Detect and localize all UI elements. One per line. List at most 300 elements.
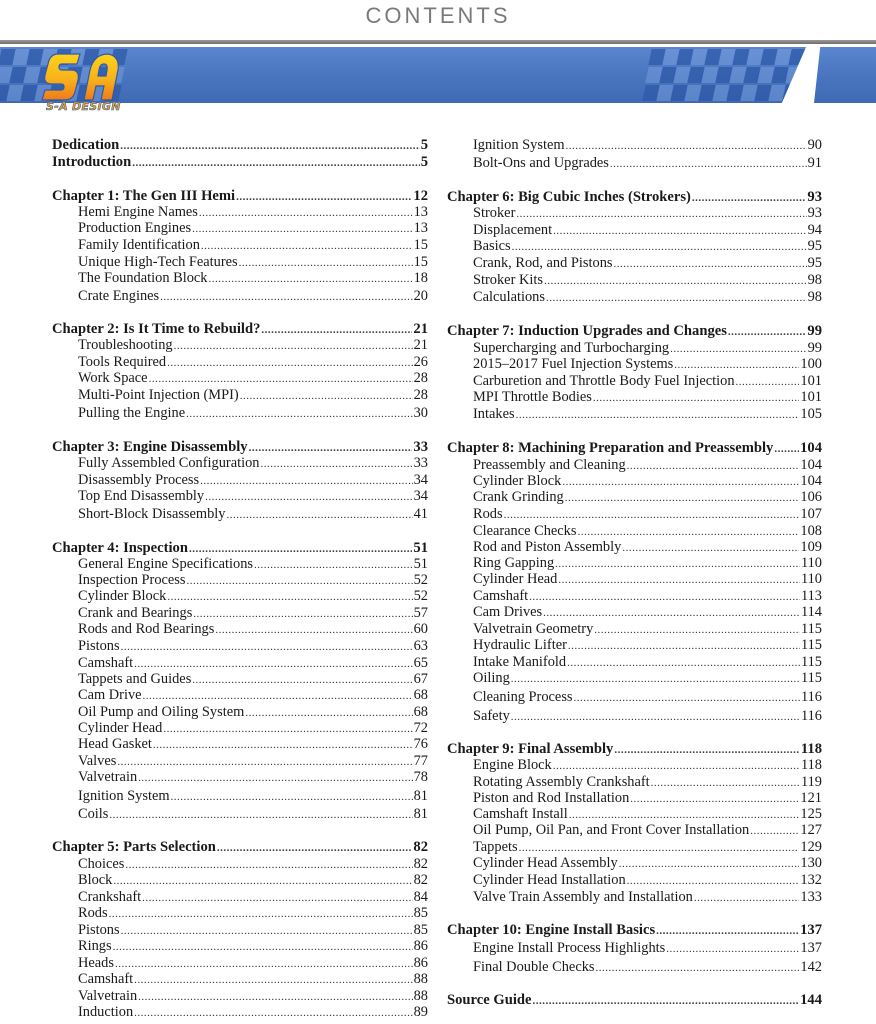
toc-page-number: 41 [413, 506, 428, 522]
toc-entry-title: Head Gasket [78, 736, 152, 752]
toc-section-entry [78, 1004, 428, 1022]
toc-entry-title: Chapter 7: Induction Upgrades and Changes [447, 323, 727, 339]
toc-entry-title: Tappets and Guides [78, 671, 192, 687]
toc-page-number: 98 [807, 272, 822, 288]
dot-leader [113, 873, 412, 890]
toc-entry-title: Chapter 3: Engine Disassembly [52, 439, 248, 455]
toc-section-entry [78, 687, 428, 705]
toc-page-number: 90 [807, 137, 822, 153]
toc-page-number: 82 [413, 856, 428, 872]
dot-leader [544, 273, 807, 290]
dot-leader [138, 770, 412, 787]
toc-page-number: 99 [807, 340, 822, 356]
toc-page-number: 57 [413, 605, 428, 621]
dot-leader [566, 138, 807, 155]
toc-entry-title: Chapter 1: The Gen III Hemi [52, 188, 236, 204]
dot-leader [205, 489, 413, 506]
toc-page-number: 106 [800, 489, 822, 505]
toc-entry-title: Oiling [473, 670, 510, 686]
toc-section-entry [473, 238, 822, 256]
toc-entry-title: Camshaft Install [473, 806, 568, 822]
toc-page-number: 68 [413, 704, 428, 720]
toc-page-number: 28 [413, 387, 428, 403]
toc-section-entry [78, 938, 428, 956]
toc-entry-title: Rotating Assembly Crankshaft [473, 774, 650, 790]
toc-page-number: 77 [413, 753, 428, 769]
toc-section-entry [78, 237, 428, 255]
toc-page-number: 51 [413, 540, 428, 556]
dot-leader [614, 256, 807, 273]
toc-page-number: 68 [413, 687, 428, 703]
toc-entry-title: Hydraulic Lifter [473, 637, 567, 653]
toc-entry-title: Intake Manifold [473, 654, 567, 670]
toc-section-entry [473, 272, 822, 290]
toc-section-entry [78, 736, 428, 754]
toc-entry-title: Work Space [78, 370, 148, 386]
toc-page-number: 82 [413, 839, 428, 855]
toc-section-entry [473, 708, 822, 726]
toc-page-number: 65 [413, 655, 428, 671]
toc-page-number: 110 [800, 571, 822, 587]
toc-page-number: 51 [413, 556, 428, 572]
toc-page-number: 81 [413, 806, 428, 822]
toc-entry-title: Valvetrain [78, 988, 138, 1004]
toc-page-number: 21 [413, 337, 428, 353]
toc-entry-title: Ring Gapping [473, 555, 555, 571]
toc-chapter-entry [447, 992, 822, 1010]
toc-entry-title: Displacement [473, 222, 553, 238]
toc-entry-title: Cylinder Head [473, 571, 558, 587]
toc-section-entry [473, 255, 822, 273]
dot-leader [574, 690, 800, 707]
dot-leader [511, 671, 800, 688]
brand-name: S-A DESIGN [46, 100, 121, 113]
toc-entry-title: Valve Train Assembly and Installation [473, 889, 693, 905]
dot-leader [171, 789, 413, 806]
toc-entry-title: Unique High-Tech Features [78, 254, 238, 270]
toc-entry-title: Disassembly Process [78, 472, 200, 488]
dot-leader [134, 1005, 412, 1022]
toc-entry-title: Induction [78, 1004, 134, 1020]
dot-leader [120, 138, 419, 155]
toc-page-number: 52 [413, 588, 428, 604]
toc-page-number: 93 [807, 205, 822, 221]
toc-section-entry [473, 356, 822, 374]
dot-leader [596, 960, 800, 977]
toc-entry-title: Heads [78, 955, 114, 971]
dot-leader [565, 490, 800, 507]
toc-entry-title: Inspection Process [78, 572, 186, 588]
dot-leader [217, 840, 413, 857]
page-title: CONTENTS [365, 3, 511, 28]
toc-page-number: 125 [800, 806, 822, 822]
toc-entry-title: Oil Pump, Oil Pan, and Front Cover Installation [473, 822, 750, 838]
toc-entry-title: Crank and Bearings [78, 605, 193, 621]
toc-entry-title: Chapter 2: Is It Time to Rebuild? [52, 321, 261, 337]
toc-page-number: 99 [807, 323, 822, 339]
toc-entry-title: Rods [78, 905, 108, 921]
toc-page-number: 86 [413, 955, 428, 971]
toc-section-entry [78, 288, 428, 306]
toc-page-number: 82 [413, 872, 428, 888]
toc-section-entry [78, 370, 428, 388]
dot-leader [134, 972, 412, 989]
toc-entry-title: Block [78, 872, 113, 888]
toc-entry-title: Camshaft [78, 655, 134, 671]
toc-section-entry [473, 959, 822, 977]
toc-entry-title: The Foundation Block [78, 270, 208, 286]
dot-leader [656, 923, 799, 940]
toc-page-number: 95 [807, 238, 822, 254]
toc-entry-title: Stroker Kits [473, 272, 543, 288]
toc-page-number: 105 [800, 406, 822, 422]
dot-leader [558, 572, 800, 589]
toc-entry-title: 2015–2017 Fuel Injection Systems [473, 356, 674, 372]
dot-leader [121, 639, 413, 656]
toc-page-number: 100 [800, 356, 822, 372]
toc-page-number: 115 [800, 621, 822, 637]
dot-leader [109, 906, 413, 923]
toc-page-number: 76 [413, 736, 428, 752]
toc-entry-title: Tools Required [78, 354, 167, 370]
toc-entry-title: Cylinder Head Installation [473, 872, 626, 888]
toc-entry-title: Valves [78, 753, 117, 769]
toc-section-entry [78, 455, 428, 473]
toc-page-number: 137 [800, 940, 822, 956]
toc-page-number: 101 [800, 373, 822, 389]
toc-section-entry [78, 806, 428, 824]
toc-section-entry [78, 905, 428, 923]
toc-entry-title: Hemi Engine Names [78, 204, 198, 220]
toc-section-entry [78, 621, 428, 639]
toc-entry-title: Cylinder Block [78, 588, 167, 604]
toc-section-entry [78, 220, 428, 238]
toc-page-number: 94 [807, 222, 822, 238]
dot-leader [610, 156, 807, 173]
toc-page-number: 12 [413, 188, 428, 204]
dot-leader [694, 890, 800, 907]
dot-leader [113, 939, 413, 956]
dot-leader [511, 709, 800, 726]
toc-section-entry [473, 506, 822, 524]
toc-entry-title: Coils [78, 806, 109, 822]
toc-entry-title: MPI Throttle Bodies [473, 389, 592, 405]
toc-section-entry [78, 270, 428, 288]
toc-page-number: 18 [413, 270, 428, 286]
toc-section-entry [78, 337, 428, 355]
toc-page-number: 130 [800, 855, 822, 871]
toc-entry-title: Source Guide [447, 992, 532, 1008]
checker-square [782, 85, 799, 101]
toc-page-number: 26 [413, 354, 428, 370]
toc-section-entry [473, 689, 822, 707]
dot-leader [167, 589, 412, 606]
toc-page-number: 137 [800, 922, 822, 938]
toc-page-number: 85 [413, 905, 428, 921]
toc-page-number: 118 [800, 741, 822, 757]
toc-entry-title: Crate Engines [78, 288, 160, 304]
toc-page-number: 98 [807, 289, 822, 305]
toc-entry-title: Tappets [473, 839, 518, 855]
toc-page-number: 5 [420, 137, 428, 153]
toc-page-number: 52 [413, 572, 428, 588]
toc-chapter-entry [52, 154, 428, 172]
toc-entry-title: Pistons [78, 922, 120, 938]
dot-leader [593, 390, 800, 407]
toc-entry-title: Short-Block Disassembly [78, 506, 226, 522]
dot-leader [504, 507, 800, 524]
toc-page-number: 119 [800, 774, 822, 790]
toc-section-entry [78, 488, 428, 506]
toc-page-number: 91 [807, 155, 822, 171]
dot-leader [201, 238, 413, 255]
toc-entry-title: Pulling the Engine [78, 405, 186, 421]
toc-entry-title: Valvetrain Geometry [473, 621, 594, 637]
toc-page-number: 110 [800, 555, 822, 571]
toc-entry-title: Ignition System [78, 788, 170, 804]
toc-entry-title: Family Identification [78, 237, 200, 253]
toc-chapter-entry [52, 839, 428, 857]
toc-entry-title: Cylinder Block [473, 473, 562, 489]
checker-square [785, 67, 802, 83]
dot-leader [132, 155, 419, 172]
toc-chapter-entry [447, 323, 822, 341]
toc-page-number: 114 [800, 604, 822, 620]
toc-page-number: 88 [413, 988, 428, 1004]
toc-page-number: 115 [800, 637, 822, 653]
toc-section-entry [473, 757, 822, 775]
dot-leader [674, 357, 799, 374]
toc-page-number: 104 [800, 473, 822, 489]
toc-page-number: 60 [413, 621, 428, 637]
toc-entry-title: Final Double Checks [473, 959, 595, 975]
toc-section-entry [78, 872, 428, 890]
toc-entry-title: Calculations [473, 289, 545, 305]
toc-page-number: 34 [413, 488, 428, 504]
dot-leader [260, 456, 412, 473]
toc-page-number: 67 [413, 671, 428, 687]
toc-page-number: 127 [800, 822, 822, 838]
toc-entry-title: Intakes [473, 406, 515, 422]
dot-leader [619, 856, 800, 873]
toc-page-number: 129 [800, 839, 822, 855]
toc-page-number: 15 [413, 237, 428, 253]
toc-entry-title: Basics [473, 238, 511, 254]
toc-page-number: 121 [800, 790, 822, 806]
toc-entry-title: Crank Grinding [473, 489, 564, 505]
dot-leader [160, 289, 412, 306]
toc-page-number: 109 [800, 539, 822, 555]
toc-section-entry [473, 137, 822, 155]
toc-section-entry [78, 769, 428, 787]
dot-leader [728, 324, 807, 341]
toc-entry-title: Rod and Piston Assembly [473, 539, 622, 555]
toc-page-number: 133 [800, 889, 822, 905]
toc-section-entry [473, 389, 822, 407]
toc-entry-title: Bolt-Ons and Upgrades [473, 155, 609, 171]
toc-entry-title: Engine Block [473, 757, 552, 773]
toc-section-entry [473, 289, 822, 307]
toc-entry-title: Engine Install Process Highlights [473, 940, 666, 956]
toc-entry-title: Choices [78, 856, 125, 872]
toc-section-entry [78, 387, 428, 405]
toc-page-number: 81 [413, 788, 428, 804]
toc-section-entry [473, 406, 822, 424]
toc-section-entry [78, 971, 428, 989]
dot-leader [215, 622, 412, 639]
toc-chapter-entry [52, 137, 428, 155]
toc-entry-title: Camshaft [78, 971, 134, 987]
toc-entry-title: Production Engines [78, 220, 192, 236]
toc-page-number: 20 [413, 288, 428, 304]
toc-entry-title: Dedication [52, 137, 120, 153]
dot-leader [774, 441, 799, 458]
toc-entry-title: Clearance Checks [473, 523, 577, 539]
toc-page-number: 115 [800, 670, 822, 686]
dot-leader [532, 993, 799, 1010]
toc-entry-title: Cam Drives [473, 604, 543, 620]
toc-page-number: 33 [413, 455, 428, 471]
toc-page-number: 104 [800, 457, 822, 473]
header-rule [0, 40, 876, 44]
toc-page-number: 13 [413, 204, 428, 220]
toc-entry-title: Top End Disassembly [78, 488, 205, 504]
toc-section-entry [473, 670, 822, 688]
toc-page-number: 21 [413, 321, 428, 337]
dot-leader [153, 737, 413, 754]
dot-leader [516, 206, 806, 223]
toc-page-number: 34 [413, 472, 428, 488]
toc-page-number: 72 [413, 720, 428, 736]
dot-leader [546, 290, 807, 307]
toc-entry-title: Chapter 6: Big Cubic Inches (Strokers) [447, 189, 691, 205]
dot-leader [209, 271, 413, 288]
toc-chapter-entry [447, 440, 822, 458]
toc-section-entry [78, 588, 428, 606]
toc-entry-title: Preassembly and Cleaning [473, 457, 626, 473]
toc-page-number: 89 [413, 1004, 428, 1020]
toc-entry-title: Pistons [78, 638, 120, 654]
toc-page-number: 15 [413, 254, 428, 270]
toc-page-number: 116 [800, 689, 822, 705]
toc-page-number: 132 [800, 872, 822, 888]
toc-page-number: 78 [413, 769, 428, 785]
toc-entry-title: Rods and Rod Bearings [78, 621, 215, 637]
toc-entry-title: Crank, Rod, and Pistons [473, 255, 613, 271]
toc-page-number: 107 [800, 506, 822, 522]
dot-leader [553, 758, 800, 775]
toc-page-number: 30 [413, 405, 428, 421]
toc-entry-title: Cylinder Head Assembly [473, 855, 618, 871]
toc-entry-title: Supercharging and Turbocharging [473, 340, 670, 356]
sa-logo-icon [28, 48, 124, 104]
toc-section-entry [473, 155, 822, 173]
toc-page-number: 113 [800, 588, 822, 604]
toc-page-number: 5 [420, 154, 428, 170]
toc-page-number: 108 [800, 523, 822, 539]
toc-page-number: 86 [413, 938, 428, 954]
toc-section-entry [78, 405, 428, 423]
toc-entry-title: Chapter 10: Engine Install Basics [447, 922, 656, 938]
toc-page-number: 95 [807, 255, 822, 271]
dot-leader [227, 507, 413, 524]
dot-leader [568, 638, 800, 655]
toc-entry-title: Introduction [52, 154, 132, 170]
toc-entry-title: Chapter 9: Final Assembly [447, 741, 614, 757]
toc-entry-title: Oil Pump and Oiling System [78, 704, 245, 720]
toc-page-number: 13 [413, 220, 428, 236]
toc-entry-title: Chapter 4: Inspection [52, 540, 188, 556]
toc-section-entry [473, 637, 822, 655]
toc-page-number: 63 [413, 638, 428, 654]
dot-leader [516, 407, 800, 424]
toc-section-entry [473, 571, 822, 589]
dot-leader [149, 371, 413, 388]
toc-page-number: 85 [413, 922, 428, 938]
toc-section-entry [473, 889, 822, 907]
toc-entry-title: Cylinder Head [78, 720, 163, 736]
dot-leader [174, 338, 413, 355]
toc-page-number: 84 [413, 889, 428, 905]
toc-page-number: 116 [800, 708, 822, 724]
toc-section-entry [78, 506, 428, 524]
toc-entry-title: Cam Drive [78, 687, 142, 703]
toc-page-number: 33 [413, 439, 428, 455]
toc-section-entry [473, 872, 822, 890]
toc-entry-title: Piston and Rod Installation [473, 790, 630, 806]
dot-leader [750, 823, 799, 840]
dot-leader [512, 239, 807, 256]
toc-page-number: 28 [413, 370, 428, 386]
dot-leader [627, 873, 800, 890]
toc-page-number: 101 [800, 389, 822, 405]
dot-leader [543, 605, 800, 622]
toc-page-number: 88 [413, 971, 428, 987]
toc-section-entry [473, 822, 822, 840]
toc-page-number: 142 [800, 959, 822, 975]
toc-section-entry [473, 855, 822, 873]
dot-leader [666, 941, 799, 958]
toc-entry-title: Cleaning Process [473, 689, 573, 705]
toc-entry-title: Camshaft [473, 588, 529, 604]
toc-entry-title: Stroker [473, 205, 516, 221]
toc-page-number: 118 [800, 757, 822, 773]
toc-entry-title: Chapter 8: Machining Preparation and Preassembly [447, 440, 774, 456]
toc-chapter-entry [447, 922, 822, 940]
toc-page-number: 115 [800, 654, 822, 670]
toc-entry-title: Carburetion and Throttle Body Fuel Injection [473, 373, 735, 389]
checker-square [788, 49, 805, 65]
toc-section-entry [78, 638, 428, 656]
toc-page-number: 104 [800, 440, 822, 456]
toc-entry-title: Crankshaft [78, 889, 142, 905]
toc-entry-title: Valvetrain [78, 769, 138, 785]
toc-entry-title: Safety [473, 708, 510, 724]
toc-entry-title: Chapter 5: Parts Selection [52, 839, 216, 855]
dot-leader [192, 221, 412, 238]
toc-page-number: 93 [807, 189, 822, 205]
dot-leader [109, 807, 412, 824]
toc-entry-title: General Engine Specifications [78, 556, 254, 572]
toc-section-entry [473, 205, 822, 223]
toc-entry-title: Multi-Point Injection (MPI) [78, 387, 239, 403]
dot-leader [186, 406, 412, 423]
toc-page-number: 144 [800, 992, 822, 1008]
toc-entry-title: Ignition System [473, 137, 565, 153]
toc-entry-title: Rods [473, 506, 503, 522]
dot-leader [143, 688, 413, 705]
toc-entry-title: Troubleshooting [78, 337, 173, 353]
